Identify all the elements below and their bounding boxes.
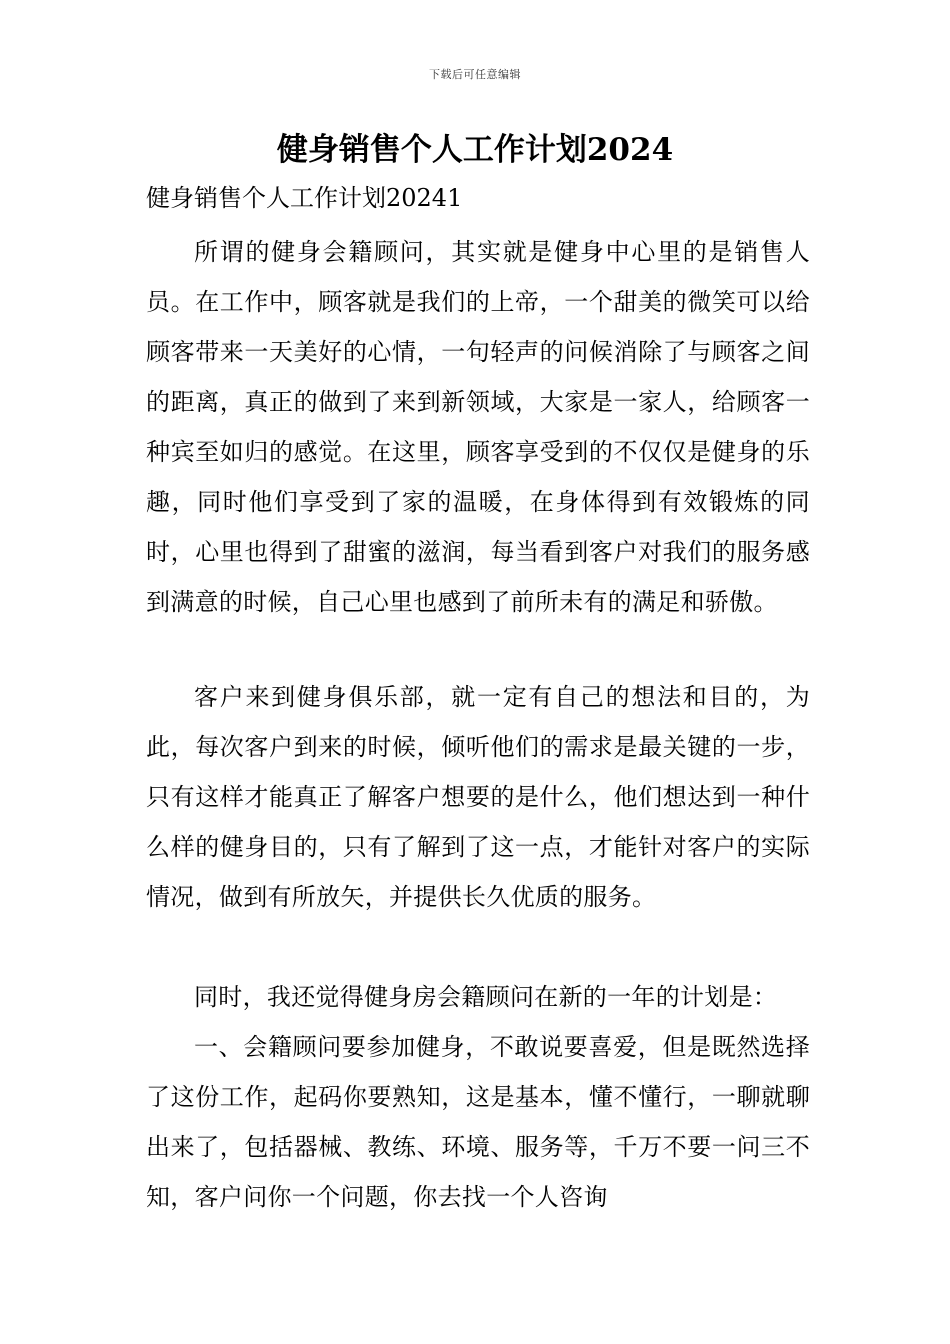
document-subtitle: 健身销售个人工作计划20241 bbox=[146, 184, 463, 212]
paragraph-intro: 所谓的健身会籍顾问，其实就是健身中心里的是销售人员。在工作中，顾客就是我们的上帝，一个甜美的微笑可以给顾客带来一天美好的心情，一句轻声的问候消除了与顾客之间的距离，真正的做到了来到新领域，大家是一家人，给顾客一种宾至如归的感觉。在这里，顾客享受到的不仅仅是健身的乐趣，同时他们享受到了家的温暖，在身体得到有效锻炼的同时，心里也得到了甜蜜的滋润，每当看到客户对我们的服务感到满意的时候，自己心里也感到了前所未有的满足和骄傲。 bbox=[146, 238, 810, 616]
document-title: 健身销售个人工作计划2024 bbox=[276, 132, 674, 168]
header-note: 下载后可任意编辑 bbox=[429, 68, 521, 81]
paragraph-plan-intro: 同时，我还觉得健身房会籍顾问在新的一年的计划是： bbox=[194, 983, 778, 1011]
paragraph-customer-needs: 客户来到健身俱乐部，就一定有自己的想法和目的，为此，每次客户到来的时候，倾听他们的需求是最关键的一步，只有这样才能真正了解客户想要的是什么，他们想达到一种什么样的健身目的，只有了解到了这一点，才能针对客户的实际情况，做到有所放矢，并提供长久优质的服务。 bbox=[146, 683, 810, 911]
paragraph-plan-item-1: 一、会籍顾问要参加健身，不敢说要喜爱，但是既然选择了这份工作，起码你要熟知，这是基本，懂不懂行，一聊就聊出来了，包括器械、教练、环境、服务等，千万不要一问三不知，客户问你一个问题，你去找一个人咨询 bbox=[146, 1033, 810, 1211]
